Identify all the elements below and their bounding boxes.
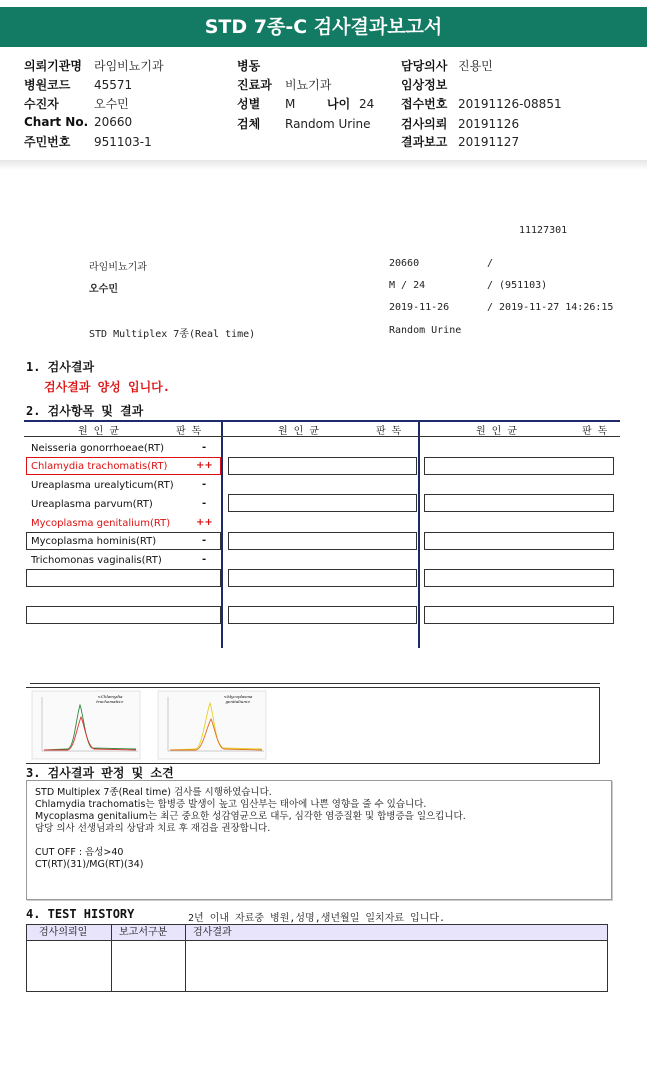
empty-row-box xyxy=(424,532,614,550)
empty-row-box xyxy=(228,532,417,550)
history-header xyxy=(27,925,607,941)
pathogen-name: Ureaplasma urealyticum(RT) xyxy=(31,480,174,491)
report-chart: 20660 xyxy=(389,258,420,269)
report-code: 11127301 xyxy=(519,225,568,236)
section1-title: 1. 검사결과 xyxy=(26,360,95,374)
curve-panel-top-rule xyxy=(30,683,600,684)
ct-values-line: CT(RT)(31)/MG(RT)(34) xyxy=(35,859,144,870)
results-column-divider-2 xyxy=(418,420,420,648)
results-column-divider-1 xyxy=(221,420,223,648)
report-slash: / xyxy=(487,258,494,269)
pathogen-result: ++ xyxy=(196,460,213,471)
report-clinic: 라임비뇨기과 xyxy=(89,262,147,273)
curve-panel-right-rule xyxy=(599,687,600,764)
report-test-name: STD Multiplex 7종(Real time) xyxy=(89,329,256,340)
empty-row-box xyxy=(228,457,417,475)
report-birth: / (951103) xyxy=(487,280,548,291)
pathogen-name: Chlamydia trachomatis(RT) xyxy=(31,461,168,472)
col-header-pathogen-1: 원 인 균 xyxy=(78,426,120,437)
empty-row-box xyxy=(228,606,417,624)
history-note: 2년 이내 자료중 병원,성명,생년월일 일치자료 입니다. xyxy=(188,913,446,924)
amplification-chart-ct xyxy=(32,691,140,759)
empty-row-box xyxy=(424,457,614,475)
pathogen-result: - xyxy=(202,554,207,565)
col-header-pathogen-3: 원 인 균 xyxy=(476,426,518,437)
report-title: STD 7종-C 검사결과보고서 xyxy=(0,7,647,47)
col-header-result-3: 판 독 xyxy=(582,426,608,437)
empty-row-box xyxy=(424,606,614,624)
chart-label-line2: trachomatis> xyxy=(96,699,124,704)
col-header-result-2: 판 독 xyxy=(376,426,402,437)
header-doctor: 담당의사 진용민 xyxy=(401,59,493,73)
section4-title: 4. TEST HISTORY xyxy=(26,907,135,921)
header-report-date: 결과보고 20191127 xyxy=(401,135,520,149)
section1-result-message: 검사결과 양성 입니다. xyxy=(44,380,171,394)
pathogen-name: Trichomonas vaginalis(RT) xyxy=(31,555,162,566)
curve-panel-rule xyxy=(26,687,600,688)
pathogen-result: - xyxy=(202,479,207,490)
chart-label-line2: genitalium> xyxy=(225,699,251,704)
opinion-line: Mycoplasma genitalium는 최근 중요한 성감염균으로 대두, 심각한 염증질환 및 합병증을 일으킵니다. xyxy=(35,811,466,822)
header-resident-no: 주민번호 951103-1 xyxy=(24,135,152,149)
opinion-line: 담당 의사 선생님과의 상담과 치료 후 재검을 권장합니다. xyxy=(35,823,271,834)
history-table xyxy=(26,924,608,992)
history-divider-1 xyxy=(111,925,112,991)
empty-row-box xyxy=(26,606,221,624)
pathogen-name: Neisseria gonorrhoeae(RT) xyxy=(31,443,164,454)
opinion-line: STD Multiplex 7종(Real time) 검사를 시행하였습니다. xyxy=(35,787,272,798)
header-referring-clinic: 의뢰기관명 라임비뇨기과 xyxy=(24,59,164,73)
header-request-date: 검사의뢰 20191126 xyxy=(401,117,520,131)
amplification-curves xyxy=(30,689,290,763)
header-patient: 수진자 오수민 xyxy=(24,97,129,111)
pathogen-result: - xyxy=(202,535,207,546)
amplification-chart-mg xyxy=(158,691,266,759)
report-date-request: 2019-11-26 xyxy=(389,302,450,313)
pathogen-name: Mycoplasma hominis(RT) xyxy=(31,536,157,547)
empty-row-box xyxy=(228,569,417,587)
opinion-spacer xyxy=(35,835,603,847)
pathogen-result: ++ xyxy=(196,517,213,528)
empty-row-box xyxy=(26,569,221,587)
history-col-report-type: 보고서구분 xyxy=(119,927,168,938)
col-header-result-1: 판 독 xyxy=(176,426,202,437)
pathogen-name: Mycoplasma genitalium(RT) xyxy=(31,518,171,529)
header-receipt-no: 접수번호 20191126-08851 xyxy=(401,97,562,111)
opinion-box xyxy=(26,780,612,900)
col-header-pathogen-2: 원 인 균 xyxy=(278,426,320,437)
pathogen-name: Ureaplasma parvum(RT) xyxy=(31,499,153,510)
empty-row-box xyxy=(424,494,614,512)
empty-row-box xyxy=(424,569,614,587)
report-patient-name: 오수민 xyxy=(89,284,118,295)
header-chart-no: Chart No. 20660 xyxy=(24,115,133,129)
cutoff-line: CUT OFF : 음성>40 xyxy=(35,847,124,858)
header-hospital-code: 병원코드 45571 xyxy=(24,78,133,92)
header-clinical-info: 임상정보 xyxy=(401,78,448,92)
history-divider-2 xyxy=(185,925,186,991)
history-col-request-date: 검사의뢰일 xyxy=(39,927,88,938)
header-specimen: 검체 Random Urine xyxy=(237,117,371,131)
header-sex: 성별 M 나이 24 xyxy=(237,97,375,111)
pathogen-result: - xyxy=(202,498,207,509)
section2-title: 2. 검사항목 및 결과 xyxy=(26,404,144,418)
chart-label-line1: <Chlamydia xyxy=(97,694,123,699)
header-divider xyxy=(0,160,647,170)
section3-title: 3. 검사결과 판정 및 소견 xyxy=(26,766,174,780)
header-ward: 병동 xyxy=(237,59,261,73)
report-specimen: Random Urine xyxy=(389,325,462,336)
report-sex-age: M / 24 xyxy=(389,280,426,291)
title-bar xyxy=(0,0,647,55)
header-department: 진료과 비뇨기과 xyxy=(237,78,332,92)
empty-row-box xyxy=(228,494,417,512)
history-col-result: 검사결과 xyxy=(193,927,232,938)
chart-label-line1: <Mycoplasma xyxy=(223,694,253,699)
report-date-report: / 2019-11-27 14:26:15 xyxy=(487,302,614,313)
opinion-line: Chlamydia trachomatis는 합병증 발생이 높고 임산부는 태아에 나쁜 영향을 줄 수 있습니다. xyxy=(35,799,427,810)
pathogen-result: - xyxy=(202,442,207,453)
